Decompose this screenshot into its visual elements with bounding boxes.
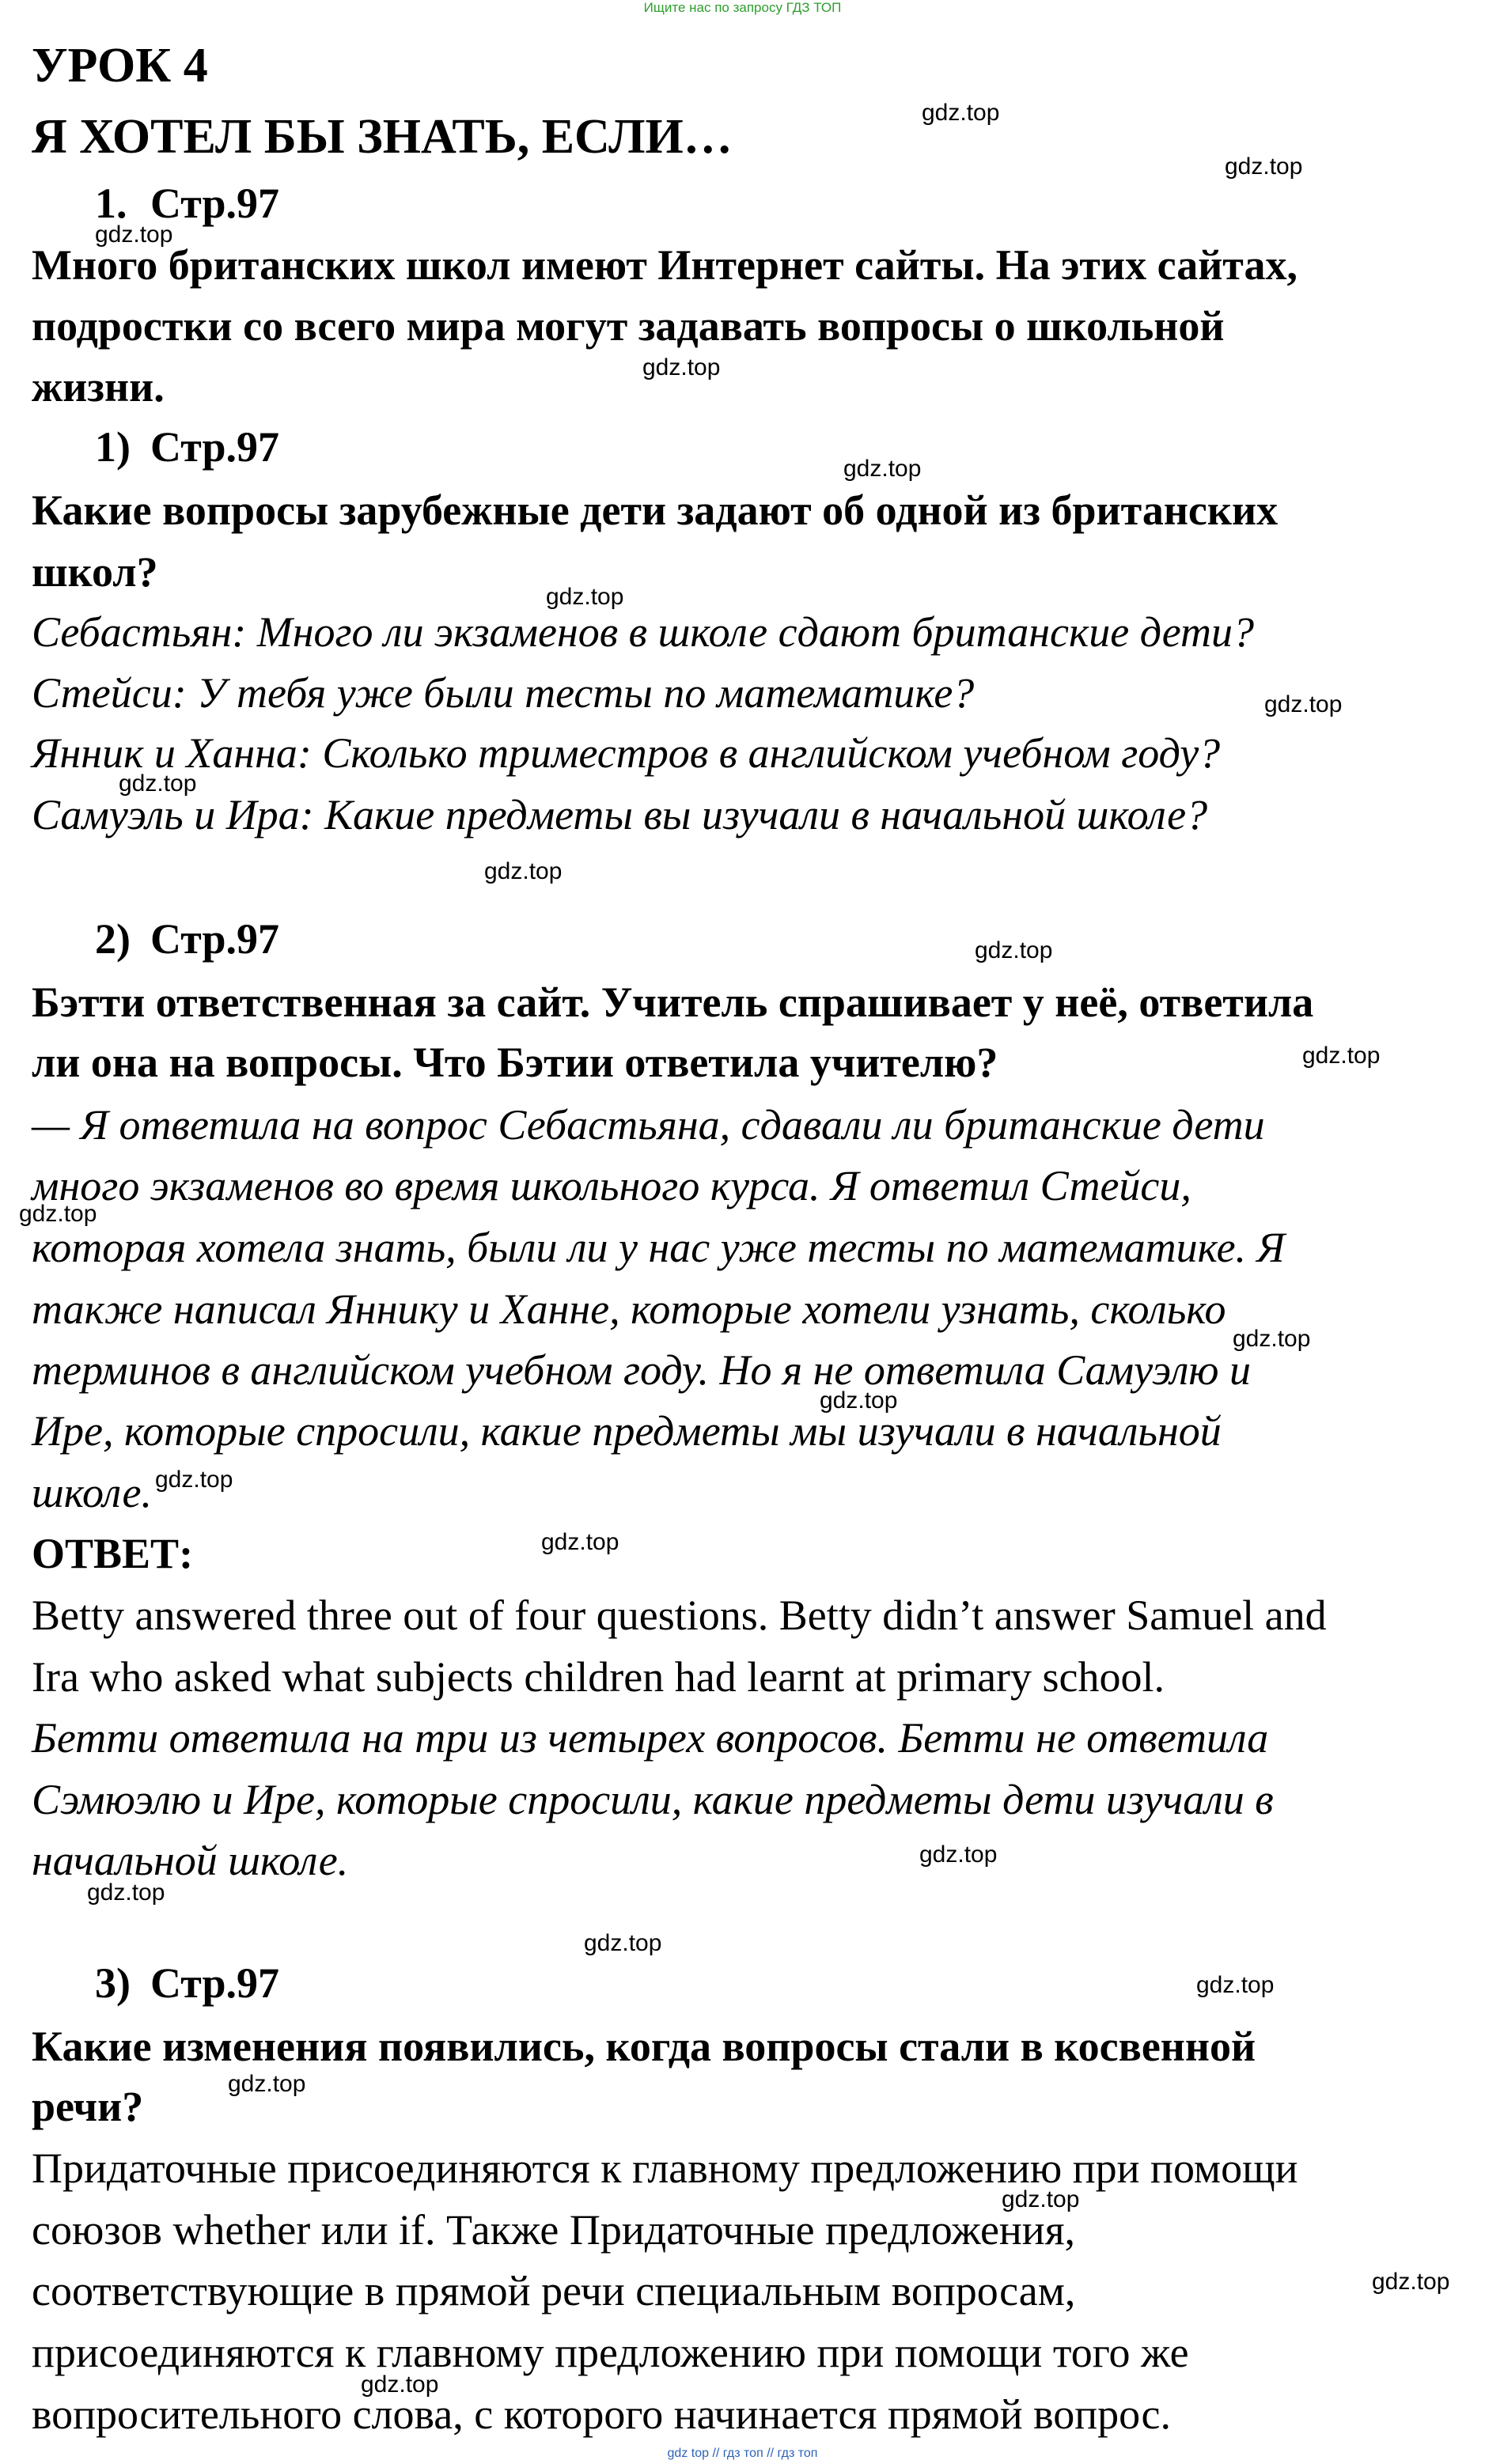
- sub3-answer-line: Придаточные присоединяются к главному предложению при помощи: [32, 2144, 1298, 2192]
- sub1-answer-line: Себастьян: Много ли экзаменов в школе сдают британские дети?: [32, 608, 1254, 656]
- sub2-question-line: ли она на вопросы. Что Бэтии ответила учителю?: [32, 1039, 998, 1086]
- watermark: gdz.top: [95, 221, 173, 248]
- watermark: gdz.top: [919, 1841, 998, 1868]
- task1-number: 1.: [95, 180, 127, 227]
- sub2-reply-line: терминов в английском учебном году. Но я не ответила Самуэлю и: [32, 1346, 1251, 1394]
- sub3-answer-line: вопросительного слова, с которого начинается прямой вопрос.: [32, 2390, 1171, 2438]
- watermark: gdz.top: [119, 770, 197, 797]
- watermark: gdz.top: [820, 1387, 898, 1414]
- watermark: gdz.top: [1225, 153, 1303, 180]
- sub3-question-line: Какие изменения появились, когда вопросы стали в косвенной: [32, 2023, 1256, 2070]
- sub2-question-line: Бэтти ответственная за сайт. Учитель спрашивает у неё, ответила: [32, 978, 1314, 1026]
- sub2-page: Стр.97: [150, 915, 280, 963]
- sub3-number: 3): [95, 1959, 131, 2007]
- answer-ru-line: начальной школе.: [32, 1837, 349, 1884]
- answer-en-line: Ira who asked what subjects children had learnt at primary school.: [32, 1653, 1165, 1701]
- sub3-answer-line: союзов whether или if. Также Придаточные предложения,: [32, 2206, 1076, 2254]
- sub1-answer-line: Самуэль и Ира: Какие предметы вы изучали в начальной школе?: [32, 791, 1208, 838]
- sub2-number: 2): [95, 915, 131, 963]
- answer-label: ОТВЕТ:: [32, 1530, 194, 1577]
- watermark: gdz.top: [1196, 1972, 1275, 1998]
- watermark: gdz.top: [1002, 2186, 1080, 2212]
- task1-page: Стр.97: [150, 180, 280, 227]
- watermark: gdz.top: [642, 354, 721, 380]
- sub3-page: Стр.97: [150, 1959, 280, 2007]
- watermark: gdz.top: [541, 1529, 619, 1555]
- answer-en-line: Betty answered three out of four questions. Betty didn’t answer Samuel and: [32, 1592, 1327, 1639]
- watermark: gdz.top: [1302, 1043, 1381, 1069]
- task1-intro-line: Много британских школ имеют Интернет сайты. На этих сайтах,: [32, 241, 1297, 289]
- sub3-answer-line: присоединяются к главному предложению при помощи того же: [32, 2329, 1189, 2376]
- sub1-answer-line: Стейси: У тебя уже были тесты по математике?: [32, 669, 975, 717]
- watermark: gdz.top: [1264, 691, 1343, 717]
- lesson-heading: УРОК 4: [32, 39, 208, 93]
- sub1-question-line: школ?: [32, 548, 158, 596]
- watermark: gdz.top: [975, 937, 1053, 963]
- watermark: gdz.top: [87, 1879, 165, 1906]
- sub3-question-line: речи?: [32, 2083, 144, 2130]
- watermark: gdz.top: [228, 2071, 306, 2097]
- watermark: gdz.top: [19, 1201, 97, 1227]
- watermark: gdz.top: [546, 584, 624, 610]
- watermark: gdz.top: [361, 2371, 439, 2398]
- sub2-reply-line: которая хотела знать, были ли у нас уже тесты по математике. Я: [32, 1224, 1286, 1271]
- sub1-question-line: Какие вопросы зарубежные дети задают об одной из британских: [32, 486, 1279, 534]
- watermark: gdz.top: [484, 858, 563, 884]
- answer-ru-line: Сэмюэлю и Ире, которые спросили, какие предметы дети изучали в: [32, 1776, 1274, 1823]
- sub1-number: 1): [95, 423, 131, 471]
- sub3-answer-line: соответствующие в прямой речи специальным вопросам,: [32, 2267, 1076, 2314]
- sub2-reply-line: — Я ответила на вопрос Себастьяна, сдавали ли британские дети: [32, 1101, 1265, 1149]
- task1-intro-line: жизни.: [32, 363, 165, 411]
- sub2-reply-line: школе.: [32, 1469, 152, 1516]
- watermark: gdz.top: [584, 1930, 662, 1956]
- sub2-reply-line: также написал Яннику и Ханне, которые хотели узнать, сколько: [32, 1285, 1226, 1333]
- watermark: gdz.top: [1233, 1326, 1311, 1352]
- sub2-reply-line: много экзаменов во время школьного курса. Я ответил Стейси,: [32, 1162, 1191, 1209]
- sub1-answer-line: Янник и Ханна: Сколько триместров в английском учебном году?: [32, 729, 1221, 777]
- watermark: gdz.top: [1372, 2269, 1450, 2295]
- watermark: gdz.top: [843, 456, 922, 482]
- watermark: gdz.top: [922, 100, 1000, 126]
- task1-intro-line: подростки со всего мира могут задавать вопросы о школьной: [32, 302, 1225, 350]
- top-banner: Ищите нас по запросу ГДЗ ТОП: [643, 0, 842, 15]
- footer: gdz top // гдз топ // гдз топ: [667, 2447, 818, 2460]
- sub1-page: Стр.97: [150, 423, 280, 471]
- watermark: gdz.top: [155, 1467, 233, 1493]
- lesson-title: Я ХОТЕЛ БЫ ЗНАТЬ, ЕСЛИ…: [32, 110, 733, 164]
- sub2-reply-line: Ире, которые спросили, какие предметы мы изучали в начальной: [32, 1407, 1222, 1455]
- answer-ru-line: Бетти ответила на три из четырех вопросов. Бетти не ответила: [32, 1714, 1269, 1762]
